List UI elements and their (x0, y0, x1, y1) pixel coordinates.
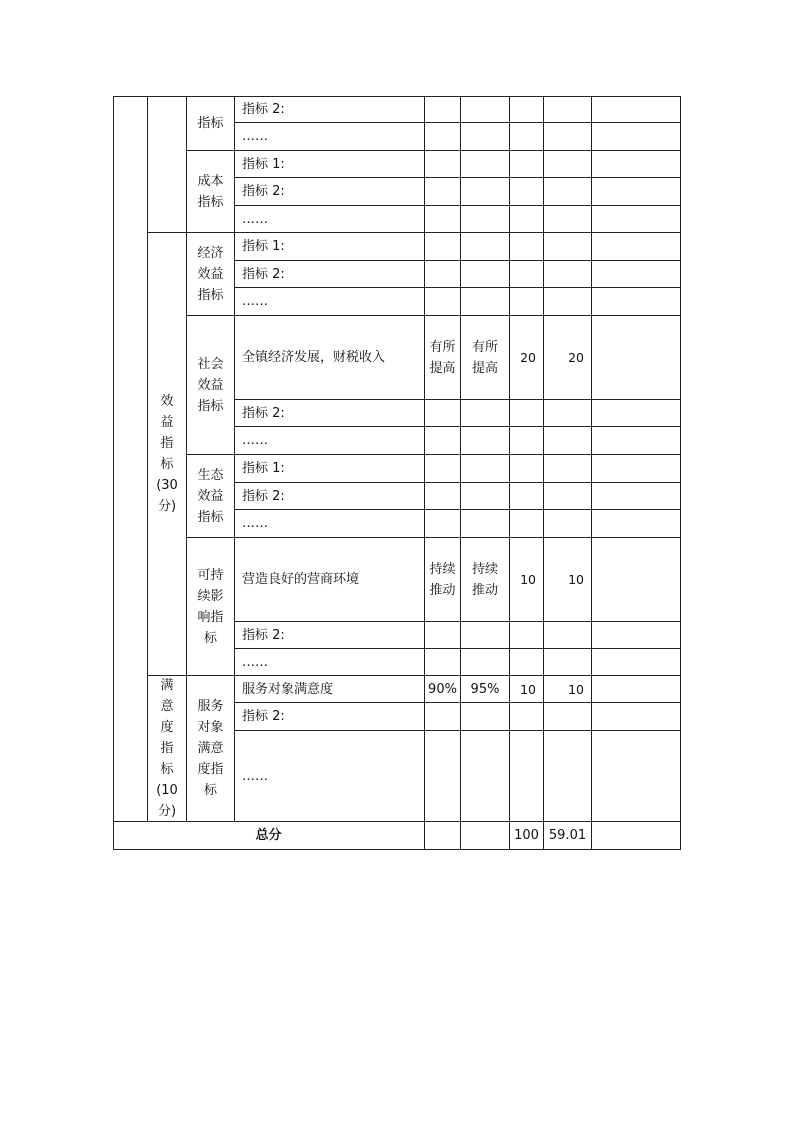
score-cell (544, 483, 592, 510)
score-cell (544, 288, 592, 316)
indicator-cell-text: …… (242, 654, 268, 670)
indicator-cell (235, 206, 425, 233)
actual-value-cell (461, 676, 510, 703)
actual-value-cell (461, 96, 510, 123)
indicator-cell (235, 427, 425, 455)
total-score-cell-text: 59.01 (548, 828, 587, 843)
actual-value-cell (461, 233, 510, 261)
level2-cell (148, 676, 187, 822)
target-value-cell (425, 123, 461, 151)
total-score-cell (544, 822, 592, 850)
actual-value-cell (461, 261, 510, 288)
level1-cell (113, 96, 148, 822)
actual-value-cell (461, 510, 510, 538)
actual-value-cell (461, 649, 510, 676)
indicator-cell (235, 178, 425, 206)
indicator-cell-text: 指标 2: (242, 266, 285, 282)
actual-value-cell (461, 178, 510, 206)
weight-cell (510, 427, 544, 455)
level3-cell-text: 生态 效益 指标 (197, 467, 224, 525)
actual-value-cell (461, 151, 510, 178)
remark-cell (592, 206, 681, 233)
indicator-cell-text: 指标 2: (242, 709, 285, 724)
weight-cell-text: 10 (520, 681, 536, 697)
score-cell (544, 649, 592, 676)
level3-cell (187, 676, 235, 822)
indicator-cell-text: …… (242, 294, 268, 309)
actual-value-cell-text: 持续 推动 (471, 561, 498, 598)
indicator-cell (235, 123, 425, 151)
level3-cell-text: 社会 效益 指标 (197, 356, 224, 414)
remark-cell (592, 731, 681, 822)
level3-cell (187, 538, 235, 676)
indicator-cell-text: 指标 2: (242, 405, 285, 421)
target-value-cell (425, 649, 461, 676)
target-value-cell (425, 703, 461, 731)
remark-cell (592, 427, 681, 455)
remark-cell (592, 233, 681, 261)
remark-cell (592, 316, 681, 400)
actual-value-cell (461, 622, 510, 649)
total-weight-cell (510, 822, 544, 850)
indicator-cell-text: 指标 1: (242, 156, 285, 172)
score-cell-text: 10 (568, 681, 584, 697)
target-value-cell (425, 96, 461, 123)
score-cell (544, 538, 592, 622)
target-value-cell (425, 151, 461, 178)
level2-cell-text: 满 意 度 指 标 (10 分) (156, 678, 178, 819)
score-cell (544, 96, 592, 123)
indicator-cell (235, 455, 425, 483)
level2-cell-text: 效 益 指 标 (30 分) (156, 394, 178, 514)
indicator-cell (235, 96, 425, 123)
indicator-cell-text: 全镇经济发展，财税收入 (242, 350, 386, 365)
indicator-cell (235, 288, 425, 316)
indicator-cell-text: …… (242, 211, 268, 227)
target-value-cell-text: 持续推动 (429, 561, 456, 598)
score-cell (544, 731, 592, 822)
target-value-cell-text: 90% (428, 681, 457, 697)
weight-cell (510, 178, 544, 206)
score-cell (544, 261, 592, 288)
actual-value-cell (461, 206, 510, 233)
remark-cell (592, 400, 681, 427)
actual-value-cell (461, 538, 510, 622)
indicator-cell-text: 指标 1: (242, 461, 285, 476)
indicator-cell (235, 622, 425, 649)
target-value-cell (425, 455, 461, 483)
actual-value-cell (461, 427, 510, 455)
actual-value-cell-text: 95% (470, 681, 500, 697)
remark-cell (592, 455, 681, 483)
indicator-cell (235, 483, 425, 510)
actual-value-cell-text: 有所 提高 (471, 339, 498, 376)
weight-cell (510, 510, 544, 538)
indicator-cell (235, 510, 425, 538)
remark-cell (592, 676, 681, 703)
target-value-cell-text: 有所提高 (429, 339, 456, 376)
remark-cell (592, 123, 681, 151)
indicator-cell-text: 营造良好的营商环境 (242, 572, 360, 587)
weight-cell (510, 206, 544, 233)
level3-cell-text: 成本 指标 (197, 173, 224, 210)
weight-cell (510, 483, 544, 510)
level3-cell (187, 96, 235, 151)
weight-cell (510, 151, 544, 178)
total-label-cell (113, 822, 425, 850)
total-weight-cell-text: 100 (514, 828, 539, 843)
weight-cell (510, 455, 544, 483)
remark-cell (592, 510, 681, 538)
total-remark-cell (592, 822, 681, 850)
actual-value-cell (461, 316, 510, 400)
score-cell (544, 178, 592, 206)
weight-cell (510, 123, 544, 151)
target-value-cell (425, 316, 461, 400)
indicator-cell (235, 261, 425, 288)
actual-value-cell (461, 703, 510, 731)
target-value-cell (425, 538, 461, 622)
remark-cell (592, 178, 681, 206)
target-value-cell (425, 510, 461, 538)
actual-value-cell (461, 483, 510, 510)
score-cell (544, 206, 592, 233)
score-cell (544, 233, 592, 261)
weight-cell (510, 233, 544, 261)
remark-cell (592, 649, 681, 676)
score-cell (544, 510, 592, 538)
indicator-cell-text: 指标 2: (242, 627, 285, 643)
weight-cell (510, 261, 544, 288)
target-value-cell (425, 288, 461, 316)
weight-cell-text: 10 (520, 572, 536, 587)
level3-cell-text: 经济 效益 指标 (197, 245, 224, 303)
remark-cell (592, 703, 681, 731)
target-value-cell (425, 483, 461, 510)
target-value-cell (425, 206, 461, 233)
indicator-cell (235, 316, 425, 400)
remark-cell (592, 483, 681, 510)
level3-cell (187, 151, 235, 233)
indicator-cell-text: …… (242, 768, 268, 784)
remark-cell (592, 96, 681, 123)
weight-cell-text: 20 (520, 350, 536, 365)
remark-cell (592, 261, 681, 288)
indicator-cell-text: 指标 1: (242, 239, 285, 254)
total-target-cell (425, 822, 461, 850)
weight-cell (510, 676, 544, 703)
weight-cell (510, 316, 544, 400)
indicator-cell (235, 676, 425, 703)
score-cell (544, 703, 592, 731)
indicator-cell (235, 151, 425, 178)
actual-value-cell (461, 123, 510, 151)
level3-cell (187, 316, 235, 455)
score-cell (544, 123, 592, 151)
weight-cell (510, 96, 544, 123)
indicator-cell-text: …… (242, 433, 268, 448)
level3-cell-text: 可持 续影 响指 标 (197, 567, 224, 646)
target-value-cell (425, 622, 461, 649)
indicator-cell (235, 649, 425, 676)
weight-cell (510, 622, 544, 649)
level2-cell (148, 96, 187, 233)
target-value-cell (425, 427, 461, 455)
indicator-cell-text: 指标 2: (242, 488, 285, 504)
target-value-cell (425, 400, 461, 427)
indicator-cell-text: 指标 2: (242, 101, 285, 117)
indicator-cell (235, 538, 425, 622)
weight-cell (510, 288, 544, 316)
score-cell-text: 20 (568, 350, 584, 365)
level3-cell-text: 服务 对象 满意 度指 标 (197, 699, 224, 798)
actual-value-cell (461, 731, 510, 822)
target-value-cell (425, 731, 461, 822)
target-value-cell (425, 261, 461, 288)
weight-cell (510, 400, 544, 427)
score-cell (544, 151, 592, 178)
total-label-cell-text: 总分 (255, 828, 282, 843)
level2-cell (148, 233, 187, 676)
indicator-cell-text: 指标 2: (242, 184, 285, 199)
score-cell-text: 10 (568, 572, 584, 587)
indicator-cell-text: …… (242, 129, 268, 144)
actual-value-cell (461, 455, 510, 483)
actual-value-cell (461, 400, 510, 427)
indicator-cell-text: 服务对象满意度 (242, 681, 334, 697)
weight-cell (510, 731, 544, 822)
level3-cell (187, 233, 235, 316)
weight-cell (510, 538, 544, 622)
level3-cell (187, 455, 235, 538)
remark-cell (592, 622, 681, 649)
target-value-cell (425, 676, 461, 703)
score-cell (544, 676, 592, 703)
remark-cell (592, 288, 681, 316)
level3-cell-text: 指标 (197, 115, 224, 131)
score-cell (544, 316, 592, 400)
score-cell (544, 400, 592, 427)
actual-value-cell (461, 288, 510, 316)
total-actual-cell (461, 822, 510, 850)
remark-cell (592, 151, 681, 178)
score-cell (544, 455, 592, 483)
indicator-cell (235, 703, 425, 731)
indicator-cell (235, 233, 425, 261)
target-value-cell (425, 233, 461, 261)
remark-cell (592, 538, 681, 622)
indicator-cell-text: …… (242, 516, 268, 531)
target-value-cell (425, 178, 461, 206)
weight-cell (510, 703, 544, 731)
score-cell (544, 427, 592, 455)
weight-cell (510, 649, 544, 676)
score-cell (544, 622, 592, 649)
indicator-cell (235, 731, 425, 822)
indicator-cell (235, 400, 425, 427)
